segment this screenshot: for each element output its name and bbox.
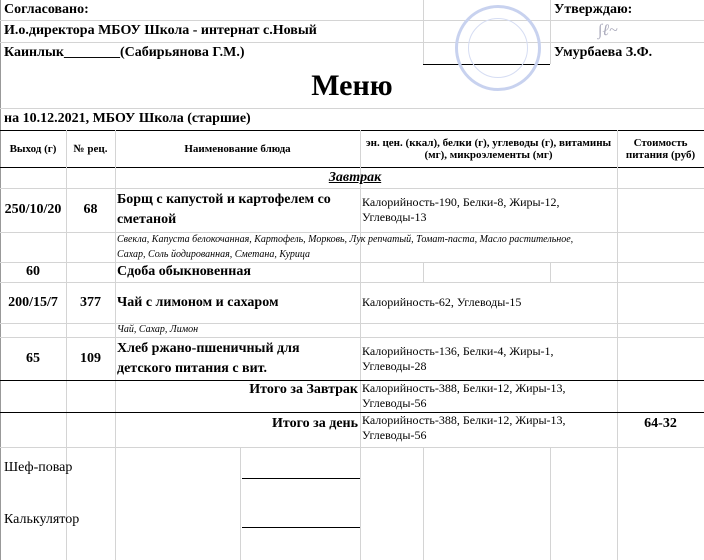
row-yield: 65 xyxy=(26,350,40,366)
page-subtitle: на 10.12.2021, МБОУ Школа (старшие) xyxy=(4,111,251,126)
chef-label: Шеф-повар xyxy=(4,460,73,475)
row-yield: 60 xyxy=(26,264,40,279)
col-nutrition: эн. цен. (ккал), белки (г), углеводы (г), витамины (мг), микроэлементы (мг) xyxy=(365,136,612,161)
row-nutrition: Калорийность-190, Белки-8, Жиры-12, Углеводы-13 xyxy=(362,195,560,224)
row-dish-name: Чай с лимоном и сахаром xyxy=(117,294,279,310)
row-dish-name: Хлеб ржано-пшеничный для детского питания с вит. xyxy=(117,340,300,376)
row-dish-name: Сдоба обыкновенная xyxy=(117,264,251,279)
row-ingredients: Свекла, Капуста белокочанная, Картофель, Морковь, Лук репчатый, Томат-паста, Масло растительное, Сахар, Соль йодированная, Сметана, Курица xyxy=(117,234,574,260)
col-yield: Выход (г) xyxy=(9,142,57,155)
page-title: Меню xyxy=(311,69,393,102)
col-dish-name: Наименование блюда xyxy=(184,142,291,155)
calculator-label: Калькулятор xyxy=(4,512,80,527)
row-dish-name: Борщ с капустой и картофелем со сметаной xyxy=(117,192,331,227)
row-nutrition: Калорийность-136, Белки-4, Жиры-1, Углеводы-28 xyxy=(362,343,554,373)
row-recipe: 377 xyxy=(80,294,101,310)
total-breakfast-nutrition: Калорийность-388, Белки-12, Жиры-13, Углеводы-56 xyxy=(362,381,566,410)
agreed-label: Согласовано: xyxy=(4,2,89,17)
row-recipe: 68 xyxy=(83,202,98,217)
row-yield: 250/10/20 xyxy=(4,202,62,217)
row-nutrition: Калорийность-62, Углеводы-15 xyxy=(362,295,522,309)
section-breakfast: Завтрак xyxy=(328,170,382,185)
total-breakfast-label: Итого за Завтрак xyxy=(249,382,358,397)
total-day-nutrition: Калорийность-388, Белки-12, Жиры-13, Углеводы-56 xyxy=(362,413,566,442)
director-line-2: Каинлык________(Сабирьянова Г.М.) xyxy=(4,45,245,60)
total-day-label: Итого за день xyxy=(272,416,358,431)
row-recipe: 109 xyxy=(80,350,101,366)
signature: ∫ℓ~ xyxy=(598,22,618,39)
total-day-cost: 64-32 xyxy=(644,416,677,431)
row-ingredients: Чай, Сахар, Лимон xyxy=(117,324,199,335)
director-line-1: И.о.директора МБОУ Школа - интернат с.Новый xyxy=(4,23,317,38)
col-recipe: № рец. xyxy=(73,142,108,155)
row-yield: 200/15/7 xyxy=(8,294,58,310)
col-cost: Стоимость питания (руб) xyxy=(625,136,696,161)
approve-label: Утверждаю: xyxy=(554,2,633,17)
approver-name: Умурбаева З.Ф. xyxy=(554,45,653,60)
